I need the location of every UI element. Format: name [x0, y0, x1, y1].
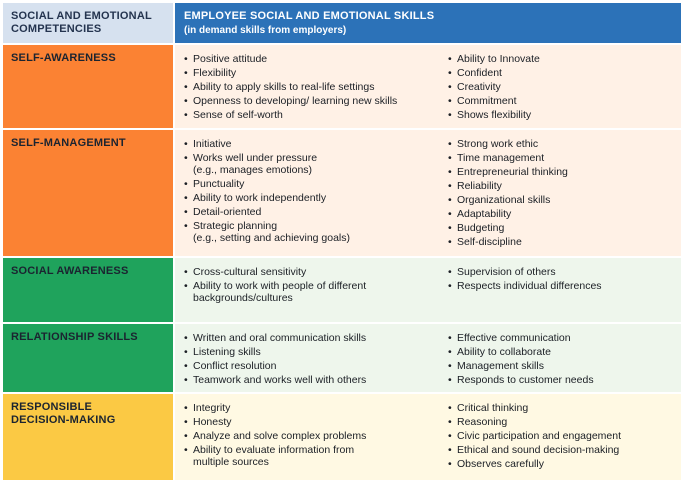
skill-text: Ability to work with people of different [193, 280, 367, 292]
skill-item [184, 192, 444, 204]
skill-item [448, 109, 678, 121]
skill-item [184, 178, 444, 190]
skill-item [448, 95, 678, 107]
skill-item [184, 109, 444, 121]
skill-item [448, 374, 678, 386]
skill-item [448, 166, 678, 178]
skills-cell-responsible-decision-making [175, 394, 681, 480]
skill-text: Initiative [193, 138, 232, 150]
skill-text: Detail-oriented [193, 206, 262, 218]
header-skills-title: EMPLOYEE SOCIAL AND EMOTIONAL SKILLS [184, 10, 435, 22]
skill-item [448, 53, 678, 65]
skill-text: Commitment [457, 95, 517, 107]
competency-self-awareness [3, 45, 173, 128]
skills-cell-self-awareness [175, 45, 681, 128]
competency-responsible-decision-making [3, 394, 173, 480]
skill-text: Critical thinking [457, 402, 529, 414]
skill-item [184, 67, 444, 79]
skills-list [184, 266, 444, 306]
skill-text: Openness to developing/ learning new skills [193, 95, 398, 107]
skill-text: Management skills [457, 360, 544, 372]
skill-text: Reliability [457, 180, 502, 192]
header-competencies-title: SOCIAL AND EMOTIONAL COMPETENCIES [11, 10, 152, 35]
skill-text: Effective communication [457, 332, 571, 344]
skill-item [184, 346, 444, 358]
skill-item [448, 81, 678, 93]
skill-item [448, 236, 678, 248]
skill-item [448, 180, 678, 192]
skill-note: (e.g., setting and achieving goals) [193, 232, 351, 244]
competency-relationship-skills [3, 324, 173, 392]
skill-item [184, 360, 444, 372]
competency-self-management [3, 130, 173, 256]
competency-label: RELATIONSHIP SKILLS [11, 331, 138, 343]
skill-text: Supervision of others [457, 266, 556, 278]
skill-item [184, 280, 444, 304]
skill-text: Creativity [457, 81, 501, 93]
skill-text: Adaptability [457, 208, 512, 220]
header-competencies [3, 3, 173, 43]
skill-text: Flexibility [193, 67, 237, 79]
skill-text: Strategic planning [193, 220, 278, 232]
skill-item [184, 138, 444, 150]
skill-text: Budgeting [457, 222, 505, 234]
skill-item [184, 430, 444, 442]
skill-text: Self-discipline [457, 236, 522, 248]
skill-text: Organizational skills [457, 194, 551, 206]
competencies-table [3, 3, 681, 480]
skill-note: multiple sources [193, 456, 269, 468]
skill-item [448, 444, 678, 456]
skills-list [184, 402, 444, 470]
skill-text: Listening skills [193, 346, 261, 358]
skills-cell-self-management [175, 130, 681, 256]
skills-list [184, 53, 444, 123]
skill-item [184, 81, 444, 93]
skills-list [448, 53, 678, 123]
skill-item [184, 444, 444, 468]
skill-item [184, 95, 444, 107]
skills-list [448, 332, 678, 388]
skill-item [184, 416, 444, 428]
skill-item [448, 194, 678, 206]
skill-item [448, 402, 678, 414]
skills-cell-social-awareness [175, 258, 681, 322]
skill-item [448, 458, 678, 470]
skill-item [448, 416, 678, 428]
skill-text: Ability to Innovate [457, 53, 540, 65]
skills-list [448, 138, 678, 250]
skill-text: Cross-cultural sensitivity [193, 266, 307, 278]
skill-text: Shows flexibility [457, 109, 532, 121]
skills-list [448, 266, 678, 294]
skill-text: Teamwork and works well with others [193, 374, 367, 386]
skill-text: Positive attitude [193, 53, 268, 65]
skill-text: Works well under pressure [193, 152, 318, 164]
skill-text: Ability to work independently [193, 192, 327, 204]
skill-text: Time management [457, 152, 545, 164]
skill-text: Sense of self-worth [193, 109, 283, 121]
skills-list [184, 138, 444, 246]
skills-list [184, 332, 444, 388]
skill-text: Confident [457, 67, 502, 79]
skill-text: Entrepreneurial thinking [457, 166, 568, 178]
skill-text: Ethical and sound decision-making [457, 444, 620, 456]
skill-item [184, 152, 444, 176]
skill-text: Civic participation and engagement [457, 430, 622, 442]
skill-item [448, 360, 678, 372]
skill-text: Strong work ethic [457, 138, 539, 150]
skill-item [184, 402, 444, 414]
skill-text: Ability to evaluate information from [193, 444, 355, 456]
skill-item [184, 53, 444, 65]
skill-item [448, 346, 678, 358]
skill-text: Ability to collaborate [457, 346, 551, 358]
skill-text: Respects individual differences [457, 280, 602, 292]
skill-text: Analyze and solve complex problems [193, 430, 367, 442]
skill-item [448, 332, 678, 344]
skill-item [448, 138, 678, 150]
skill-item [184, 206, 444, 218]
skill-item [448, 222, 678, 234]
skill-item [184, 374, 444, 386]
skill-note: backgrounds/cultures [193, 292, 293, 304]
competency-label: SOCIAL AWARENESS [11, 265, 129, 277]
skill-text: Observes carefully [457, 458, 544, 470]
skill-item [184, 332, 444, 344]
competency-label: RESPONSIBLE DECISION-MAKING [11, 401, 116, 426]
skill-text: Responds to customer needs [457, 374, 594, 386]
skill-text: Conflict resolution [193, 360, 277, 372]
skill-text: Written and oral communication skills [193, 332, 367, 344]
competency-social-awareness [3, 258, 173, 322]
skill-item [448, 208, 678, 220]
skill-item [448, 430, 678, 442]
skill-text: Punctuality [193, 178, 245, 190]
skill-item [448, 67, 678, 79]
skill-item [448, 266, 678, 278]
skill-item [184, 220, 444, 244]
competency-label: SELF-MANAGEMENT [11, 137, 126, 149]
header-skills [175, 3, 681, 43]
skill-item [448, 280, 678, 292]
skill-text: Honesty [193, 416, 232, 428]
header-skills-subtitle: (in demand skills from employers) [184, 25, 347, 36]
skill-item [448, 152, 678, 164]
skills-cell-relationship-skills [175, 324, 681, 392]
skill-item [184, 266, 444, 278]
skill-note: (e.g., manages emotions) [193, 164, 313, 176]
skill-text: Reasoning [457, 416, 508, 428]
competency-label: SELF-AWARENESS [11, 52, 116, 64]
skill-text: Ability to apply skills to real-life settings [193, 81, 375, 93]
skills-list [448, 402, 678, 472]
skill-text: Integrity [193, 402, 231, 414]
